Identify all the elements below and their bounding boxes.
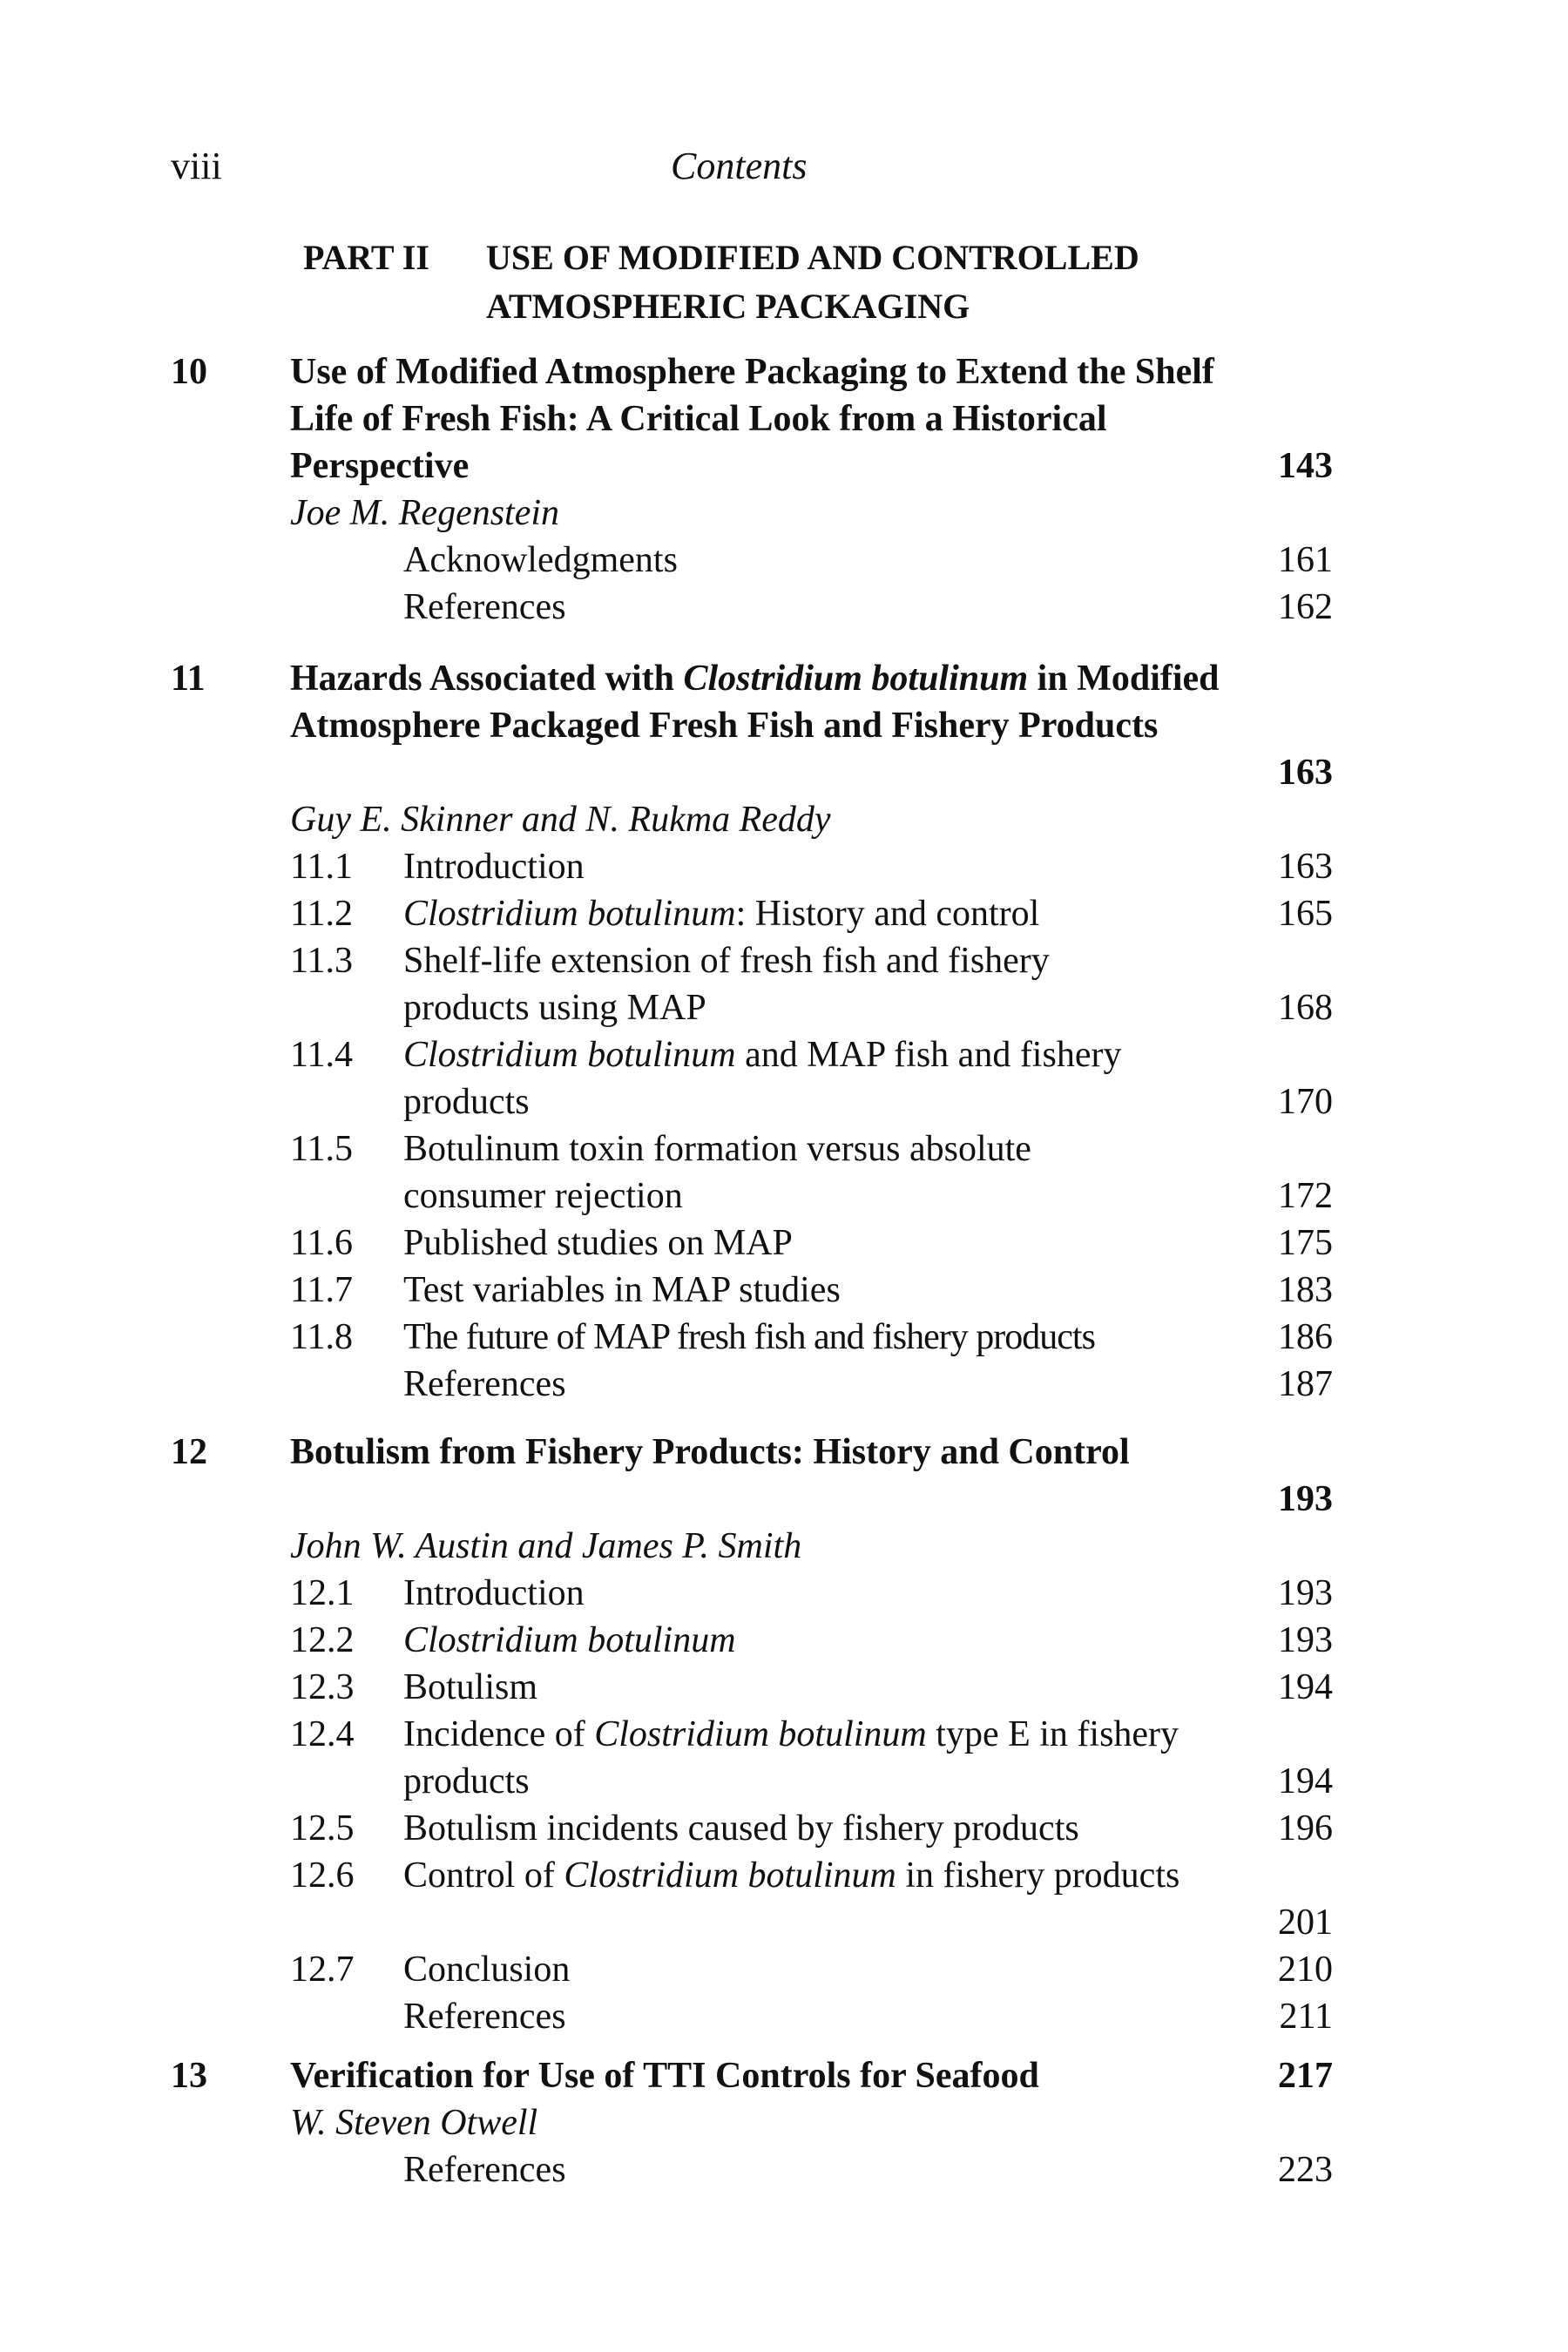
entry-page: 165 [1278,894,1333,934]
chapter-author: W. Steven Otwell [290,2103,538,2143]
chapter-author: John W. Austin and James P. Smith [290,1526,802,1566]
entry-number: 12.7 [290,1950,355,1990]
entry-page: 183 [1278,1270,1333,1310]
entry-number: 12.6 [290,1855,355,1896]
entry-title: Botulism [403,1667,538,1707]
entry-title: Conclusion [403,1950,571,1990]
entry-page: 168 [1278,988,1333,1028]
page-number: viii [171,145,222,187]
entry-number: 12.5 [290,1808,355,1848]
part-title: USE OF MODIFIED AND CONTROLLED ATMOSPHERIC PACKAGING [486,238,1139,326]
chapter-title: Verification for Use of TTI Controls for Seafood [290,2056,1039,2096]
entry-title: Published studies on MAP [403,1223,793,1263]
entry-number: 11.4 [290,1035,353,1075]
entry-number: 12.1 [290,1573,355,1613]
entry-title: References [403,1997,566,2037]
chapter-number: 13 [171,2056,207,2096]
entry-title: Shelf-life extension of fresh fish and fishery products using MAP [403,941,1050,1028]
chapter-page: 217 [1278,2056,1333,2096]
entry-page: 162 [1278,587,1333,627]
entry-number: 11.6 [290,1223,353,1263]
entry-page: 193 [1278,1573,1333,1613]
entry-number: 12.3 [290,1667,355,1707]
entry-title: The future of MAP fresh fish and fishery products [403,1317,1095,1357]
entry-title: Incidence of Clostridium botulinum type E in fishery products [403,1714,1179,1801]
entry-number: 11.1 [290,847,353,887]
entry-page: 161 [1278,540,1333,580]
entry-page: 193 [1278,1620,1333,1660]
chapter-author: Guy E. Skinner and N. Rukma Reddy [290,800,831,840]
part-label: PART II [303,238,429,277]
chapter-number: 10 [171,352,207,392]
entry-number: 11.5 [290,1129,353,1169]
entry-number: 12.4 [290,1714,355,1754]
entry-page: 211 [1279,1997,1333,2037]
entry-page: 194 [1278,1667,1333,1707]
entry-title: Botulism incidents caused by fishery products [403,1808,1079,1848]
entry-page: 201 [1278,1903,1333,1943]
chapter-title: Botulism from Fishery Products: History and Control [290,1432,1130,1472]
entry-title: Botulinum toxin formation versus absolute consumer rejection [403,1129,1031,1216]
entry-title: References [403,1364,566,1404]
chapter-page: 143 [1278,446,1333,486]
entry-title: Clostridium botulinum and MAP fish and fishery products [403,1035,1122,1122]
entry-title: References [403,2150,566,2190]
chapter-title: Hazards Associated with Clostridium botulinum in Modified Atmosphere Packaged Fresh Fish and Fishery Products [290,659,1220,746]
entry-page: 163 [1278,847,1333,887]
running-title: Contents [671,145,808,187]
entry-number: 11.2 [290,894,353,934]
chapter-page: 163 [1278,753,1333,793]
entry-page: 186 [1278,1317,1333,1357]
entry-page: 187 [1278,1364,1333,1404]
entry-page: 210 [1278,1950,1333,1990]
entry-number: 11.8 [290,1317,353,1357]
entry-page: 170 [1278,1082,1333,1122]
entry-number: 11.3 [290,941,353,981]
entry-page: 175 [1278,1223,1333,1263]
entry-title: Introduction [403,1573,585,1613]
chapter-number: 12 [171,1432,207,1472]
chapter-number: 11 [171,659,206,699]
entry-title: Introduction [403,847,585,887]
entry-page: 194 [1278,1761,1333,1801]
entry-page: 196 [1278,1808,1333,1848]
entry-page: 223 [1278,2150,1333,2190]
entry-title: References [403,587,566,627]
chapter-title: Use of Modified Atmosphere Packaging to Extend the Shelf Life of Fresh Fish: A Critical Look from a Historical Perspective [290,352,1214,486]
entry-title: Acknowledgments [403,540,678,580]
chapter-page: 193 [1278,1479,1333,1519]
entry-title: Clostridium botulinum [403,1620,736,1660]
entry-number: 12.2 [290,1620,355,1660]
entry-title: Control of Clostridium botulinum in fishery products [403,1855,1180,1896]
entry-page: 172 [1278,1176,1333,1216]
entry-title: Clostridium botulinum: History and control [403,894,1040,934]
entry-number: 11.7 [290,1270,353,1310]
entry-title: Test variables in MAP studies [403,1270,841,1310]
chapter-author: Joe M. Regenstein [290,493,560,533]
